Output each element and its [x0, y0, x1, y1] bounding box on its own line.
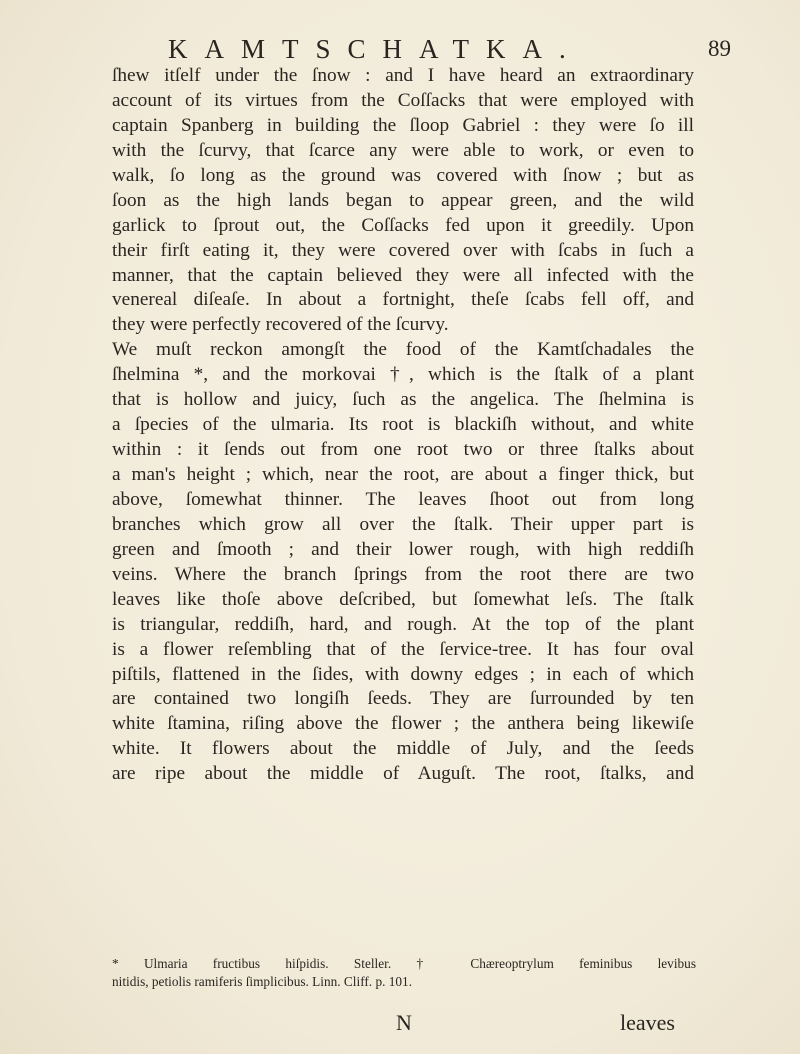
signature-mark: N [396, 1010, 412, 1035]
text-line: garlick to ſprout out, the Coſſacks fed upon it greedily. Upon [112, 214, 694, 236]
text-line: ſhew itſelf under the ſnow : and I have heard an extraordinary [112, 65, 694, 86]
text-line: with the ſcurvy, that ſcarce any were able to work, or even to [112, 139, 694, 161]
text-line: ſoon as the high lands began to appear green, and the wild [112, 189, 694, 211]
text-line: white. It flowers about the middle of July, and the ſeeds [112, 738, 694, 760]
text-line: account of its virtues from the Coſſacks that were employed with [112, 89, 694, 111]
text-line: is a flower reſembling that of the ſervice-tree. It has four oval [112, 638, 694, 660]
text-line: green and ſmooth ; and their lower rough, with high reddiſh [112, 538, 694, 560]
catchword: leaves [620, 1010, 675, 1035]
text-line: are ripe about the middle of Auguſt. The root, ſtalks, and [112, 763, 694, 785]
text-line: leaves like thoſe above deſcribed, but ſomewhat leſs. The ſtalk [112, 588, 694, 610]
text-line: captain Spanberg in building the ſloop Gabriel : they were ſo ill [112, 114, 694, 136]
text-line: their firſt eating it, they were covered over with ſcabs in ſuch a [112, 239, 694, 261]
text-line: white ſtamina, riſing above the flower ; the anthera being likewiſe [112, 713, 694, 735]
text-line: is triangular, reddiſh, hard, and rough. At the top of the plant [112, 613, 694, 635]
page-number: 89 [708, 36, 731, 61]
text-line: above, ſomewhat thinner. The leaves ſhoot out from long [112, 488, 694, 510]
text-line: branches which grow all over the ſtalk. Their upper part is [112, 513, 694, 535]
footnote-line: * Ulmaria fructibus hiſpidis. Steller. † Chæreoptrylum feminibus levibus [112, 956, 696, 971]
text-line: they were perfectly recovered of the ſcurvy. [112, 314, 449, 336]
text-line: a ſpecies of the ulmaria. Its root is blackiſh without, and white [112, 414, 694, 436]
text-line: a man's height ; which, near the root, are about a finger thick, but [112, 464, 694, 485]
text-line: ſhelmina *, and the morkovai †, which is the ſtalk of a plant [112, 364, 694, 386]
text-line: veins. Where the branch ſprings from the root there are two [112, 563, 694, 585]
text-line: within : it ſends out from one root two or three ſtalks about [112, 439, 694, 461]
text-line: walk, ſo long as the ground was covered with ſnow ; but as [112, 164, 694, 186]
running-head: KAMTSCHATKA. [168, 34, 583, 64]
text-line: are contained two longiſh ſeeds. They are ſurrounded by ten [112, 688, 694, 710]
text-line: We muſt reckon amongſt the food of the Kamtſchadales the [112, 339, 694, 361]
footnote [112, 955, 696, 991]
text-line: that is hollow and juicy, ſuch as the angelica. The ſhelmina is [112, 389, 694, 411]
text-line: piſtils, flattened in the ſides, with downy edges ; in each of which [112, 663, 694, 685]
footnote-line: nitidis, petiolis ramiferis ſimplicibus. Linn. Cliff. p. 101. [112, 974, 413, 989]
text-line: manner, that the captain believed they were all infected with the [112, 264, 694, 286]
body-text [112, 64, 694, 787]
text-line: venereal diſeaſe. In about a fortnight, theſe ſcabs fell off, and [112, 289, 694, 311]
